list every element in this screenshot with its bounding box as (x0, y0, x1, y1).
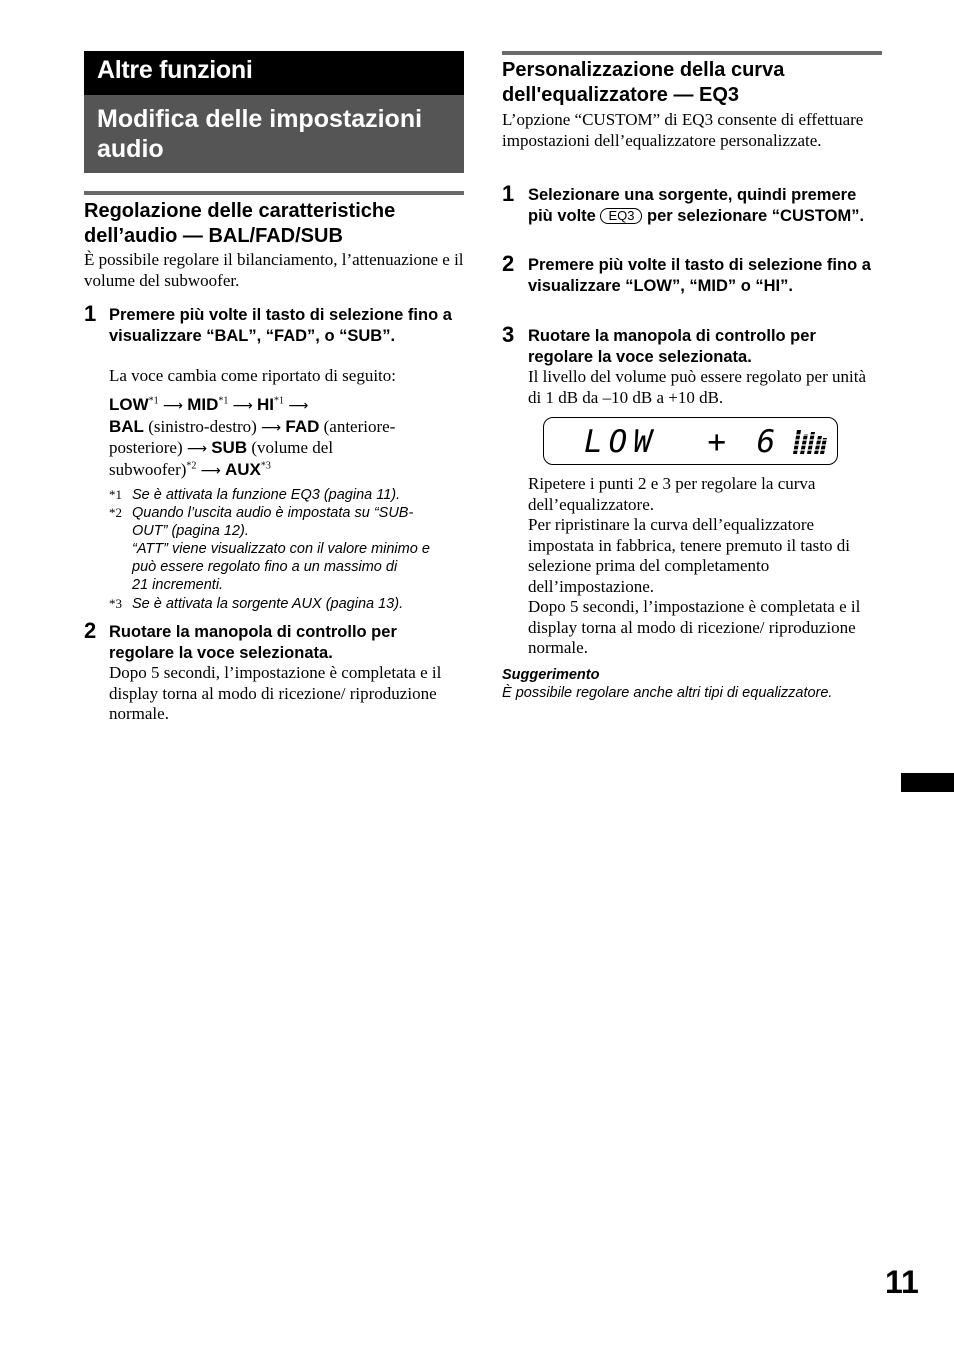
seq-footnote-mark: *3 (260, 459, 271, 471)
lcd-readout: LOW + 6 (584, 424, 782, 460)
step-number: 1 (502, 181, 515, 206)
section-title: Altre funzioni (97, 56, 253, 84)
tip-title: Suggerimento (502, 667, 600, 683)
eq3-button: EQ3 (600, 208, 642, 224)
step-number: 2 (502, 251, 515, 276)
intro-eq3: L’opzione “CUSTOM” di EQ3 consente di effettuare impostazioni dell’equalizzatore personalizzate. (502, 110, 864, 150)
heading-eq3: Personalizzazione della curva dell'equalizzatore — EQ3 (502, 59, 785, 106)
heading-bal-fad-sub: Regolazione delle caratteristiche dell’audio — BAL/FAD/SUB (84, 200, 396, 247)
seq-footnote-mark: *1 (273, 395, 284, 407)
step-number: 3 (502, 322, 515, 347)
arrow-icon: ⟶ (232, 398, 253, 414)
chapter-edge-tab (901, 773, 954, 792)
step-instruction: Premere più volte il tasto di selezione fino a visualizzare “LOW”, “MID” o “HI”. (528, 256, 871, 295)
heading-rule-right (502, 51, 882, 55)
footnote-text: Se è attivata la sorgente AUX (pagina 13). (132, 596, 404, 612)
heading-rule-left (84, 191, 464, 195)
step-instruction (528, 185, 882, 226)
seq-mid: MID (187, 395, 219, 414)
page-number: 11 (885, 1264, 919, 1300)
equalizer-icon (789, 426, 827, 456)
step-text: per selezionare “CUSTOM”. (647, 206, 865, 225)
footnote-text: Quando l’uscita audio è impostata su “SUB- (132, 505, 414, 521)
footnote-mark: *1 (109, 487, 122, 502)
intro-bal-fad-sub: È possibile regolare il bilanciamento, l’attenuazione e il volume del subwoofer. (84, 250, 464, 290)
section-banner (84, 51, 464, 95)
arrow-icon: ⟶ (186, 441, 207, 457)
seq-low: LOW (109, 395, 149, 414)
step-instruction: Ruotare la manopola di controllo per regolare la voce selezionata. (109, 623, 397, 662)
subsection-banner (84, 95, 464, 173)
seq-footnote-mark: *2 (186, 459, 197, 471)
seq-footnote-mark: *1 (148, 395, 159, 407)
seq-footnote-mark: *1 (218, 395, 229, 407)
step-text: Selezionare una sorgente, quindi premere più volte (528, 186, 857, 225)
arrow-icon: ⟶ (261, 419, 282, 436)
seq-fad-desc: (anteriore- (323, 416, 396, 436)
footnote-text: OUT” (pagina 12). (132, 523, 249, 539)
seq-bal-desc: (sinistro-destro) (148, 416, 257, 436)
subsection-title: Modifica delle impostazioni audio (97, 105, 423, 163)
after-paragraph: Per ripristinare la curva dell’equalizzatore impostata in fabbrica, tenere premuto il tasto di selezione prima del completamento dell’impostazione. (528, 515, 850, 596)
step-note: La voce cambia come riportato di seguito: (109, 366, 397, 385)
after-paragraph: Dopo 5 secondi, l’impostazione è completata e il display torna al modo di ricezione/ riproduzione normale. (528, 597, 861, 657)
setting-sequence (109, 395, 464, 481)
arrow-icon: ⟶ (200, 462, 221, 479)
after-paragraph: Ripetere i punti 2 e 3 per regolare la curva dell’equalizzatore. (528, 474, 816, 514)
step-note: Dopo 5 secondi, l’impostazione è completata e il display torna al modo di ricezione/ riproduzione normale. (109, 663, 442, 723)
arrow-icon: ⟶ (288, 398, 309, 414)
seq-sub-desc: subwoofer) (109, 459, 187, 479)
step-instruction: Premere più volte il tasto di selezione fino a visualizzare “BAL”, “FAD”, o “SUB”. (109, 306, 452, 345)
tip-text: È possibile regolare anche altri tipi di equalizzatore. (502, 685, 833, 701)
step-instruction: Ruotare la manopola di controllo per regolare la voce selezionata. (528, 327, 816, 366)
arrow-icon: ⟶ (162, 398, 183, 414)
step-note: Il livello del volume può essere regolato per unità di 1 dB da –10 dB a +10 dB. (528, 367, 867, 407)
lcd-display (543, 417, 838, 465)
seq-sub: SUB (211, 438, 248, 457)
footnote-text: 21 incrementi. (132, 577, 224, 593)
seq-aux: AUX (225, 459, 261, 479)
footnote-mark: *3 (109, 596, 122, 611)
step-number: 1 (84, 301, 97, 326)
footnote-text: può essere regolato fino a un massimo di (132, 559, 398, 575)
seq-fad-desc: posteriore) (109, 438, 183, 457)
seq-sub-desc: (volume del (251, 438, 334, 457)
footnote-text: “ATT” viene visualizzato con il valore minimo e (132, 541, 430, 557)
seq-fad: FAD (285, 416, 320, 436)
step-number: 2 (84, 618, 97, 643)
seq-bal: BAL (109, 416, 144, 436)
seq-hi: HI (256, 395, 274, 414)
footnote-text: Se è attivata la funzione EQ3 (pagina 11). (132, 487, 401, 503)
footnote-mark: *2 (109, 505, 122, 520)
